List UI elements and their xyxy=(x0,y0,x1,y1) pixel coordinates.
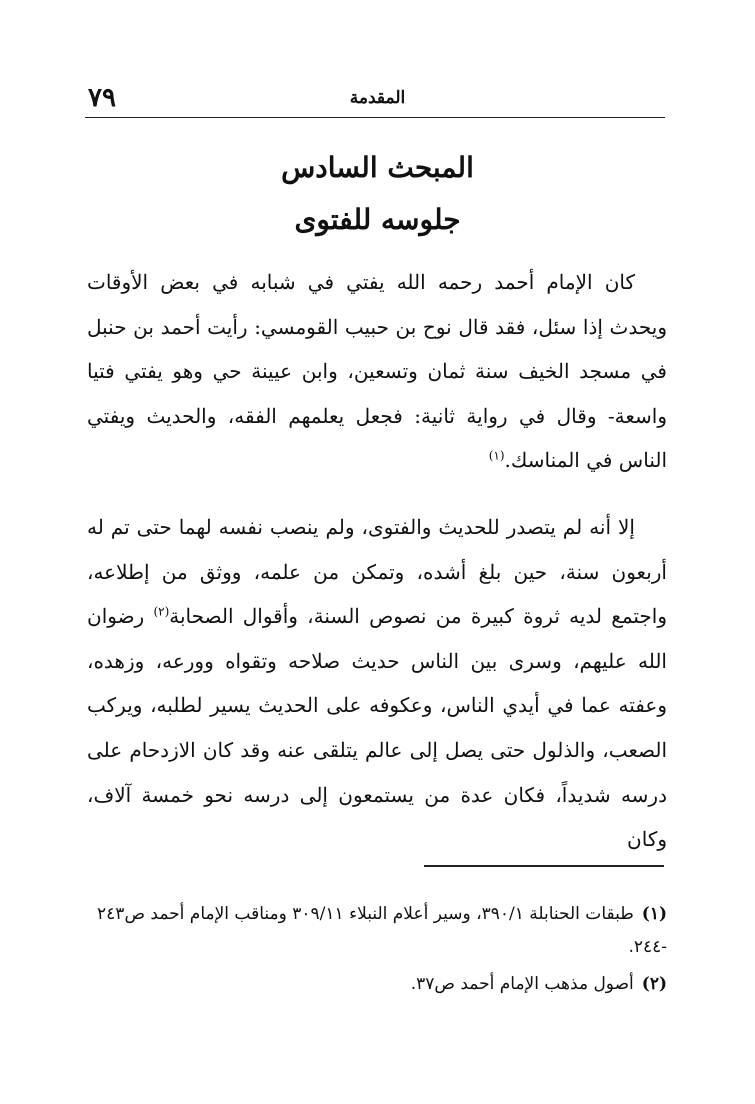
header-rule xyxy=(85,117,665,118)
footnote-text: أصول مذهب الإمام أحمد ص٣٧. xyxy=(410,974,634,994)
paragraph-2-text-a: إلا أنه لم يتصدر للحديث والفتوى، ولم ينصب نفسه لهما حتى تم له أربعون سنة، حين بلغ أشده، وتمكن من علمه، ووثق من إطلاعه، واجتمع لديه ثروة كبيرة من نصوص السنة، وأقوال الصحابة xyxy=(87,515,668,629)
footnote-item xyxy=(87,898,667,964)
footnote-item xyxy=(87,968,667,1001)
chapter-title: جلوسه للفتوى xyxy=(294,203,461,236)
paragraph-2-text-b: رضوان الله عليهم، وسرى بين الناس حديث صلاحه وتقواه وورعه، وزهده، وعفته عما في أيدي الناس، وعكوفه على الحديث يسير لطلبه، ويركب الصعب، والذلول حتى يصل إلى عالم يتلقى عنه وقد كان الازدحام على درسه شديداً، فكان عدة من يستمعون إلى درسه نحو خمسة آلاف، وكان xyxy=(87,604,667,852)
paragraph-1-text: كان الإمام أحمد رحمه الله يفتي في شبابه في بعض الأوقات ويحدث إذا سئل، فقد قال نوح بن حبيب القومسي: رأيت أحمد بن حنبل في مسجد الخيف سنة ثمان وتسعين، وابن عيينة حي وهو يفتي فتيا واسعة- وقال في رواية ثانية: فجعل يعلمهم الفقه، والحديث ويفتي الناس في المناسك. xyxy=(87,270,667,472)
paragraph-1 xyxy=(87,260,667,483)
footnote-ref-2: (٢) xyxy=(153,604,170,619)
footnote-ref-1: (١) xyxy=(488,448,505,463)
paragraph-2 xyxy=(87,505,667,862)
page-number: ٧٩ xyxy=(88,83,116,113)
footnote-text: طبقات الحنابلة ٣٩٠/١، وسير أعلام النبلاء ٣٠٩/١١ ومناقب الإمام أحمد ص٢٤٣ -٢٤٤. xyxy=(97,904,667,957)
footnotes xyxy=(87,898,667,1005)
footnote-separator xyxy=(424,865,664,867)
footnote-number: (٢) xyxy=(641,974,667,994)
running-header: المقدمة xyxy=(349,88,406,108)
footnote-number: (١) xyxy=(641,904,667,924)
section-heading: المبحث السادس xyxy=(281,151,474,184)
